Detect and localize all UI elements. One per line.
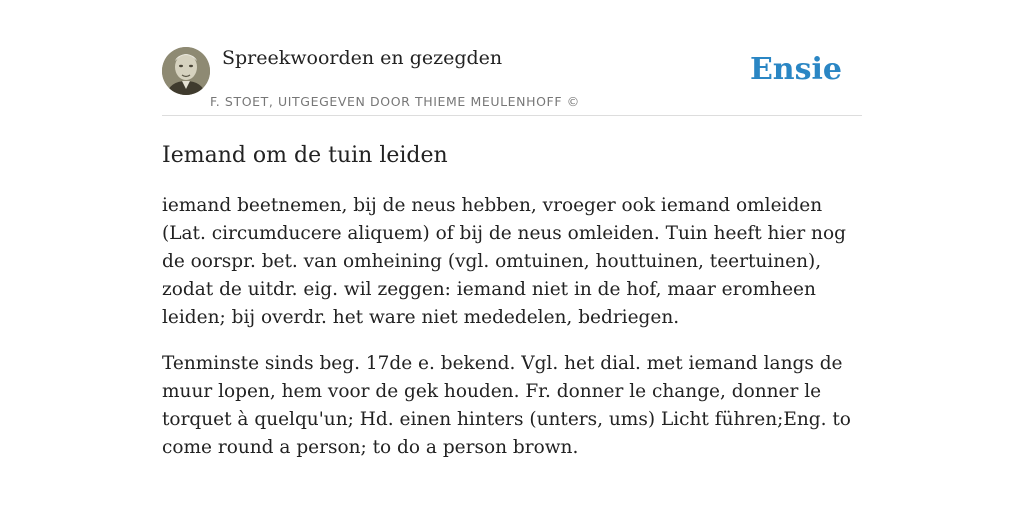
source-header [162,40,862,116]
entry-card [162,40,862,462]
definition-paragraph: iemand beetnemen, bij de neus hebben, vroeger ook iemand omleiden (Lat. circumducere aliquem) of bij de neus omleiden. Tuin heeft hier nog de oorspr. bet. van omheining (vgl. omtuinen, houttuinen, teertuinen), zodat de uitdr. eig. wil zeggen: iemand niet in de hof, maar eromheen leiden; bij overdr. het ware niet mededelen, bedriegen. [162,195,846,328]
brand-logo[interactable]: Ensie [749,52,842,87]
portrait-icon [162,47,210,95]
entry-title: Iemand om de tuin leiden [162,143,448,168]
source-title[interactable]: Spreekwoorden en gezegden [222,47,503,69]
source-attribution: F. STOET, UITGEGEVEN DOOR THIEME MEULENHOFF © [210,94,580,109]
etymology-paragraph: Tenminste sinds beg. 17de e. bekend. Vgl. het dial. met iemand langs de muur lopen, hem voor de gek houden. Fr. donner le change, donner le torquet à quelqu'un; Hd. einen hinters (unters, ums) Licht führen;Eng. to come round a person; to do a person brown. [162,353,851,458]
author-avatar [162,47,210,95]
